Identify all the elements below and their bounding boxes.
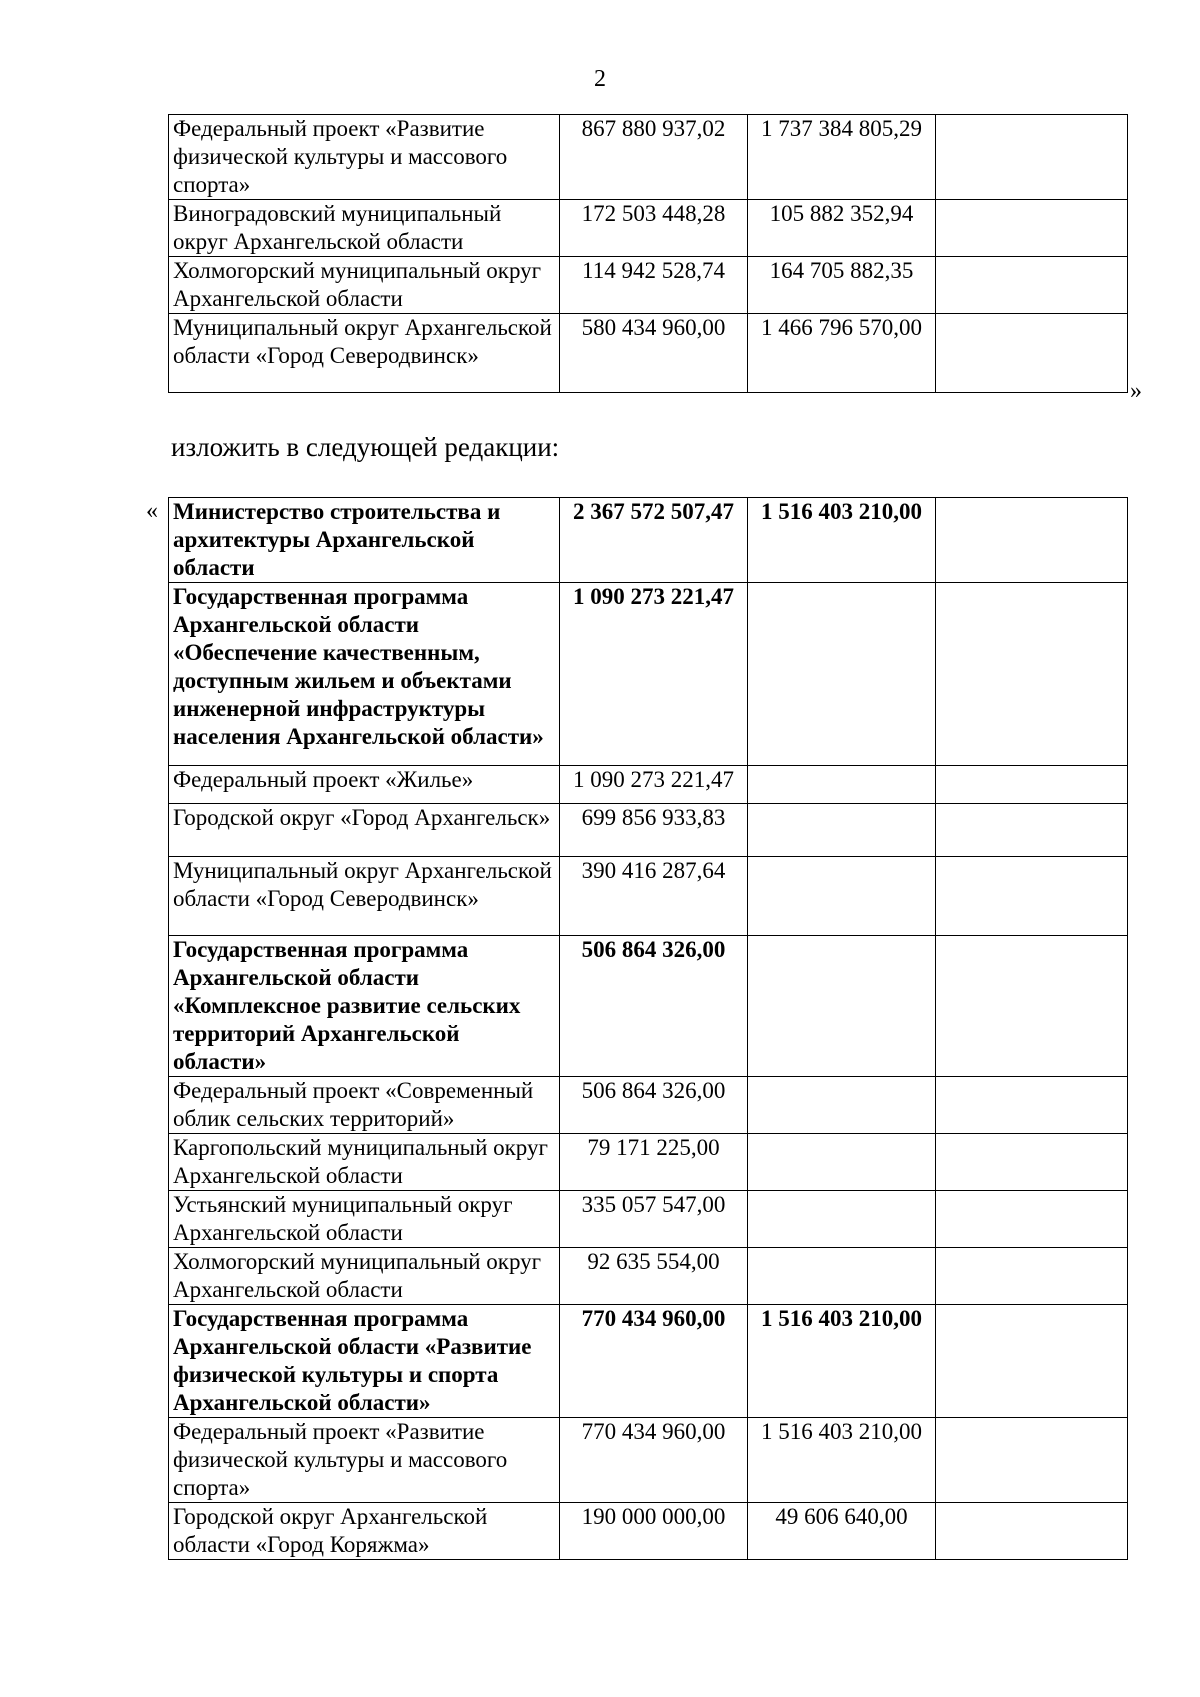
row-name-cell: Холмогорский муниципальный округ Архангельской области [169, 257, 560, 314]
amount-cell-1: 390 416 287,64 [560, 857, 748, 936]
row-name-cell: Виноградовский муниципальный округ Архангельской области [169, 200, 560, 257]
amount-cell-1: 506 864 326,00 [560, 1077, 748, 1134]
row-name-cell: Государственная программа Архангельской области «Комплексное развитие сельских территорий Архангельской области» [169, 936, 560, 1077]
table-row [169, 936, 1128, 1077]
opening-quote-mark: « [146, 498, 158, 524]
amount-cell-3 [936, 766, 1128, 804]
amount-cell-3 [936, 936, 1128, 1077]
amount-cell-3 [936, 583, 1128, 766]
table-row [169, 1503, 1128, 1560]
table-row [169, 498, 1128, 583]
amount-cell-1: 335 057 547,00 [560, 1191, 748, 1248]
amount-cell-1: 2 367 572 507,47 [560, 498, 748, 583]
amount-cell-3 [936, 257, 1128, 314]
amount-cell-3 [936, 1248, 1128, 1305]
amount-cell-2: 49 606 640,00 [748, 1503, 936, 1560]
table-row [169, 857, 1128, 936]
amount-cell-3 [936, 115, 1128, 200]
table-row [169, 766, 1128, 804]
table-row [169, 1077, 1128, 1134]
amount-cell-2 [748, 1134, 936, 1191]
amount-cell-3 [936, 314, 1128, 393]
amount-cell-2: 1 466 796 570,00 [748, 314, 936, 393]
table-row [169, 583, 1128, 766]
amount-cell-2 [748, 804, 936, 857]
row-name-cell: Федеральный проект «Развитие физической культуры и массового спорта» [169, 115, 560, 200]
row-name-cell: Муниципальный округ Архангельской области «Город Северодвинск» [169, 314, 560, 393]
amount-cell-2 [748, 1191, 936, 1248]
amount-cell-1: 580 434 960,00 [560, 314, 748, 393]
row-name-cell: Городской округ «Город Архангельск» [169, 804, 560, 857]
amount-cell-2: 1 737 384 805,29 [748, 115, 936, 200]
amount-cell-1: 92 635 554,00 [560, 1248, 748, 1305]
row-name-cell: Муниципальный округ Архангельской области «Город Северодвинск» [169, 857, 560, 936]
amount-cell-2: 164 705 882,35 [748, 257, 936, 314]
amount-cell-3 [936, 1503, 1128, 1560]
row-name-cell: Каргопольский муниципальный округ Архангельской области [169, 1134, 560, 1191]
amount-cell-2: 105 882 352,94 [748, 200, 936, 257]
closing-quote-mark: » [1130, 378, 1142, 404]
row-name-cell: Федеральный проект «Развитие физической культуры и массового спорта» [169, 1418, 560, 1503]
amount-cell-1: 1 090 273 221,47 [560, 766, 748, 804]
amount-cell-3 [936, 1305, 1128, 1418]
amount-cell-1: 699 856 933,83 [560, 804, 748, 857]
amount-cell-1: 79 171 225,00 [560, 1134, 748, 1191]
amount-cell-1: 770 434 960,00 [560, 1305, 748, 1418]
new-budget-table [168, 497, 1128, 1560]
amount-cell-1: 172 503 448,28 [560, 200, 748, 257]
amount-cell-2 [748, 1077, 936, 1134]
row-name-cell: Устьянский муниципальный округ Архангельской области [169, 1191, 560, 1248]
amount-cell-1: 867 880 937,02 [560, 115, 748, 200]
table-row [169, 115, 1128, 200]
amount-cell-2: 1 516 403 210,00 [748, 498, 936, 583]
table-row [169, 1134, 1128, 1191]
instruction-text: изложить в следующей редакции: [171, 432, 560, 462]
row-name-cell: Городской округ Архангельской области «Город Коряжма» [169, 1503, 560, 1560]
table-row [169, 1305, 1128, 1418]
amount-cell-3 [936, 498, 1128, 583]
row-name-cell: Холмогорский муниципальный округ Архангельской области [169, 1248, 560, 1305]
amount-cell-2 [748, 766, 936, 804]
table-row [169, 1191, 1128, 1248]
amount-cell-3 [936, 1191, 1128, 1248]
amount-cell-3 [936, 1134, 1128, 1191]
amount-cell-3 [936, 1418, 1128, 1503]
table-row [169, 1418, 1128, 1503]
page-number: 2 [594, 66, 606, 92]
table-row [169, 314, 1128, 393]
amount-cell-2 [748, 1248, 936, 1305]
amount-cell-1: 114 942 528,74 [560, 257, 748, 314]
amount-cell-2 [748, 936, 936, 1077]
amount-cell-2 [748, 583, 936, 766]
row-name-cell: Федеральный проект «Современный облик сельских территорий» [169, 1077, 560, 1134]
table-row [169, 1248, 1128, 1305]
row-name-cell: Федеральный проект «Жилье» [169, 766, 560, 804]
amount-cell-1: 190 000 000,00 [560, 1503, 748, 1560]
table-row [169, 804, 1128, 857]
amount-cell-2: 1 516 403 210,00 [748, 1418, 936, 1503]
row-name-cell: Министерство строительства и архитектуры Архангельской области [169, 498, 560, 583]
old-budget-table [168, 114, 1128, 393]
table-row [169, 200, 1128, 257]
table-row [169, 257, 1128, 314]
row-name-cell: Государственная программа Архангельской области «Развитие физической культуры и спорта Архангельской области» [169, 1305, 560, 1418]
amount-cell-3 [936, 200, 1128, 257]
amount-cell-3 [936, 804, 1128, 857]
amount-cell-3 [936, 1077, 1128, 1134]
amount-cell-1: 770 434 960,00 [560, 1418, 748, 1503]
row-name-cell: Государственная программа Архангельской области «Обеспечение качественным, доступным жильем и объектами инженерной инфраструктуры населения Архангельской области» [169, 583, 560, 766]
amount-cell-3 [936, 857, 1128, 936]
amount-cell-2: 1 516 403 210,00 [748, 1305, 936, 1418]
amount-cell-2 [748, 857, 936, 936]
amount-cell-1: 506 864 326,00 [560, 936, 748, 1077]
amount-cell-1: 1 090 273 221,47 [560, 583, 748, 766]
